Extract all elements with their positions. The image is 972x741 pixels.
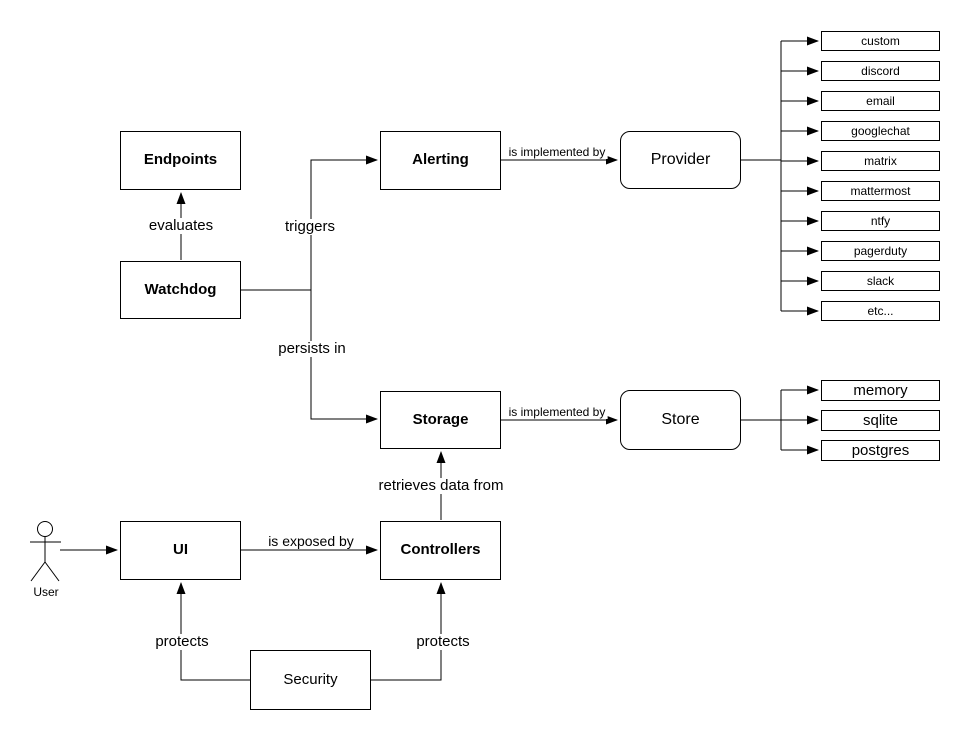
leaf-mattermost: mattermost	[821, 181, 940, 201]
node-ui-label: UI	[173, 541, 188, 559]
node-endpoints	[120, 131, 241, 190]
leaf-matrix: matrix	[821, 151, 940, 171]
leaf-slack: slack	[821, 271, 940, 291]
leaf-sqlite: sqlite	[821, 410, 940, 431]
leaf-memory: memory	[821, 380, 940, 401]
edge-label-evaluates: evaluates	[148, 217, 214, 234]
leaf-etc: etc...	[821, 301, 940, 321]
node-endpoints-label: Endpoints	[143, 151, 218, 169]
leaf-email: email	[821, 91, 940, 111]
leaf-custom: custom	[821, 31, 940, 51]
edge-label-protects-controllers: protects	[416, 633, 470, 650]
node-storage-label: Storage	[412, 410, 469, 428]
edge-label-persists-in: persists in	[278, 340, 346, 357]
leaf-postgres: postgres	[821, 440, 940, 461]
node-controllers-label: Controllers	[400, 541, 481, 559]
leaf-discord: discord	[821, 61, 940, 81]
edge-security-controllers	[370, 583, 441, 680]
user-actor-label: User	[33, 585, 59, 599]
node-provider	[620, 131, 741, 189]
node-alerting-label: Alerting	[412, 151, 469, 169]
edge-label-is-exposed-by: is exposed by	[268, 533, 354, 549]
edge-label-alerting-implemented-by: is implemented by	[508, 145, 606, 159]
node-store-label: Store	[661, 411, 700, 429]
node-watchdog-label: Watchdog	[144, 280, 217, 298]
leaf-googlechat: googlechat	[821, 121, 940, 141]
node-controllers	[380, 521, 501, 580]
edge-label-triggers: triggers	[284, 218, 336, 235]
edge-label-retrieves-data-from: retrieves data from	[378, 477, 504, 494]
user-actor-icon	[30, 522, 61, 582]
edge-label-protects-ui: protects	[155, 633, 209, 650]
node-store	[620, 390, 741, 450]
edge-label-storage-implemented-by: is implemented by	[508, 405, 606, 419]
node-provider-label: Provider	[650, 151, 711, 169]
edge-security-ui	[181, 583, 250, 680]
leaf-pagerduty: pagerduty	[821, 241, 940, 261]
node-alerting	[380, 131, 501, 190]
node-watchdog	[120, 261, 241, 319]
node-security	[250, 650, 371, 710]
node-storage	[380, 391, 501, 449]
node-security-label: Security	[283, 670, 338, 688]
node-ui	[120, 521, 241, 580]
leaf-ntfy: ntfy	[821, 211, 940, 231]
